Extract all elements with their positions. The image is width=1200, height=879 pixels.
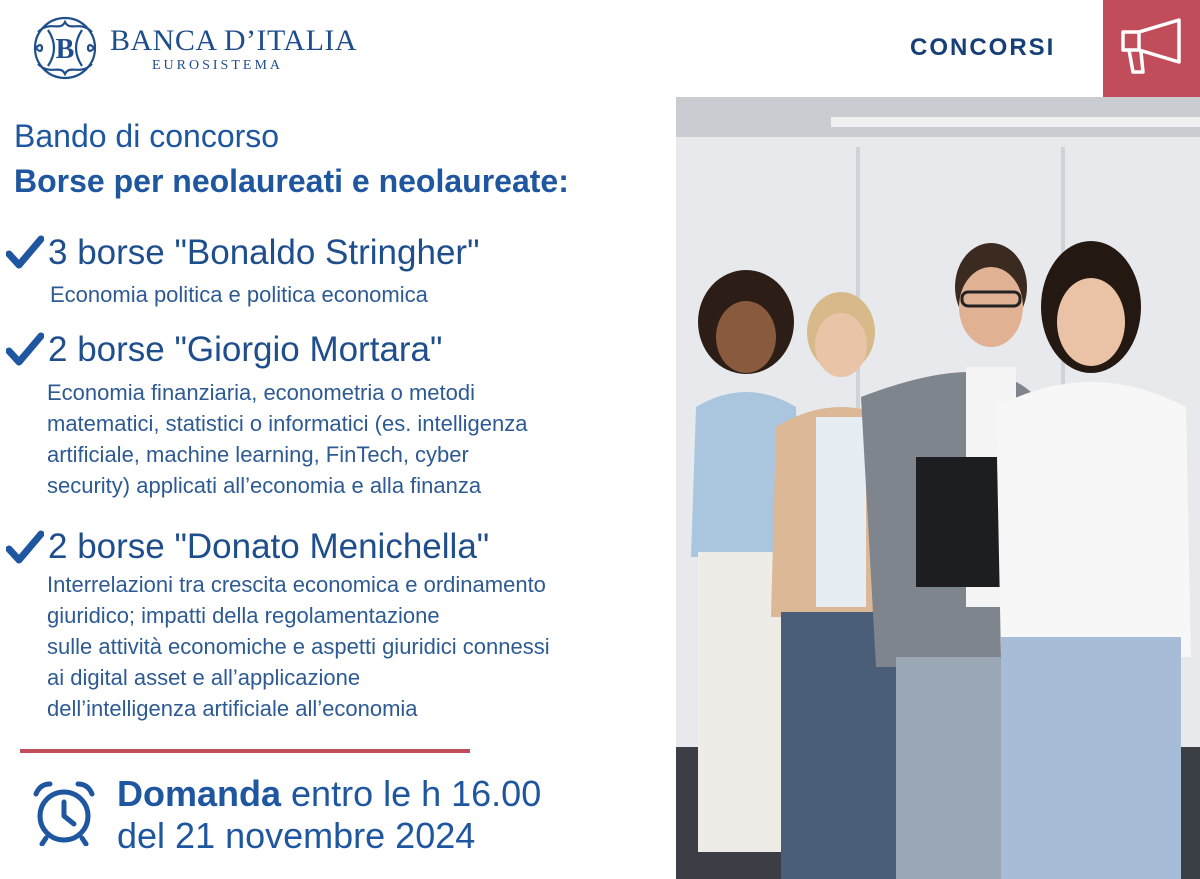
item-desc-line: giuridico; impatti della regolamentazione [47,603,440,628]
alarm-clock-icon [30,778,98,846]
item-desc-line: Economia finanziaria, econometria o metodi [47,380,476,405]
item-title-stringher: 3 borse "Bonaldo Stringher" [48,233,480,272]
intro-line-2: Borse per neolaureati e neolaureate: [14,163,569,199]
intro-line-1: Bando di concorso [14,118,280,154]
logo-name: BANCA D’ITALIA [110,24,358,57]
item-title-mortara: 2 borse "Giorgio Mortara" [48,330,443,369]
item-desc-line: Economia politica e politica economica [50,282,428,307]
svg-text:B: B [55,34,75,65]
divider-line [20,749,470,753]
deadline-bold-word: Domanda [117,773,282,814]
item-desc-line: matematici, statistici o informatici (es. intelligenza [47,411,528,436]
megaphone-button[interactable] [1103,0,1200,97]
item-desc-line: sulle attività economiche e aspetti giuridici connessi [47,634,550,659]
item-desc-line: artificiale, machine learning, FinTech, cyber [47,442,469,467]
checkmark-icon [6,235,44,269]
item-desc-line: ai digital asset e all’applicazione [47,665,361,690]
deadline-line-1 [117,773,541,815]
section-label-concorsi[interactable]: CONCORSI [910,34,1056,61]
group-of-smiling-professionals-photo [676,97,1200,879]
item-title-menichella: 2 borse "Donato Menichella" [48,527,490,566]
deadline-line-1-rest: entro le h 16.00 [281,773,542,814]
item-desc-line: dell’intelligenza artificiale all’economia [47,696,418,721]
banca-italia-emblem-icon [30,12,100,84]
item-desc-line: security) applicati all’economia e alla finanza [47,473,482,498]
deadline-line-2: del 21 novembre 2024 [117,815,476,856]
item-desc-line: Interrelazioni tra crescita economica e ordinamento [47,572,546,597]
checkmark-icon [6,530,44,564]
logo-subtitle: EUROSISTEMA [152,58,284,73]
megaphone-icon [1119,18,1185,78]
checkmark-icon [6,332,44,366]
